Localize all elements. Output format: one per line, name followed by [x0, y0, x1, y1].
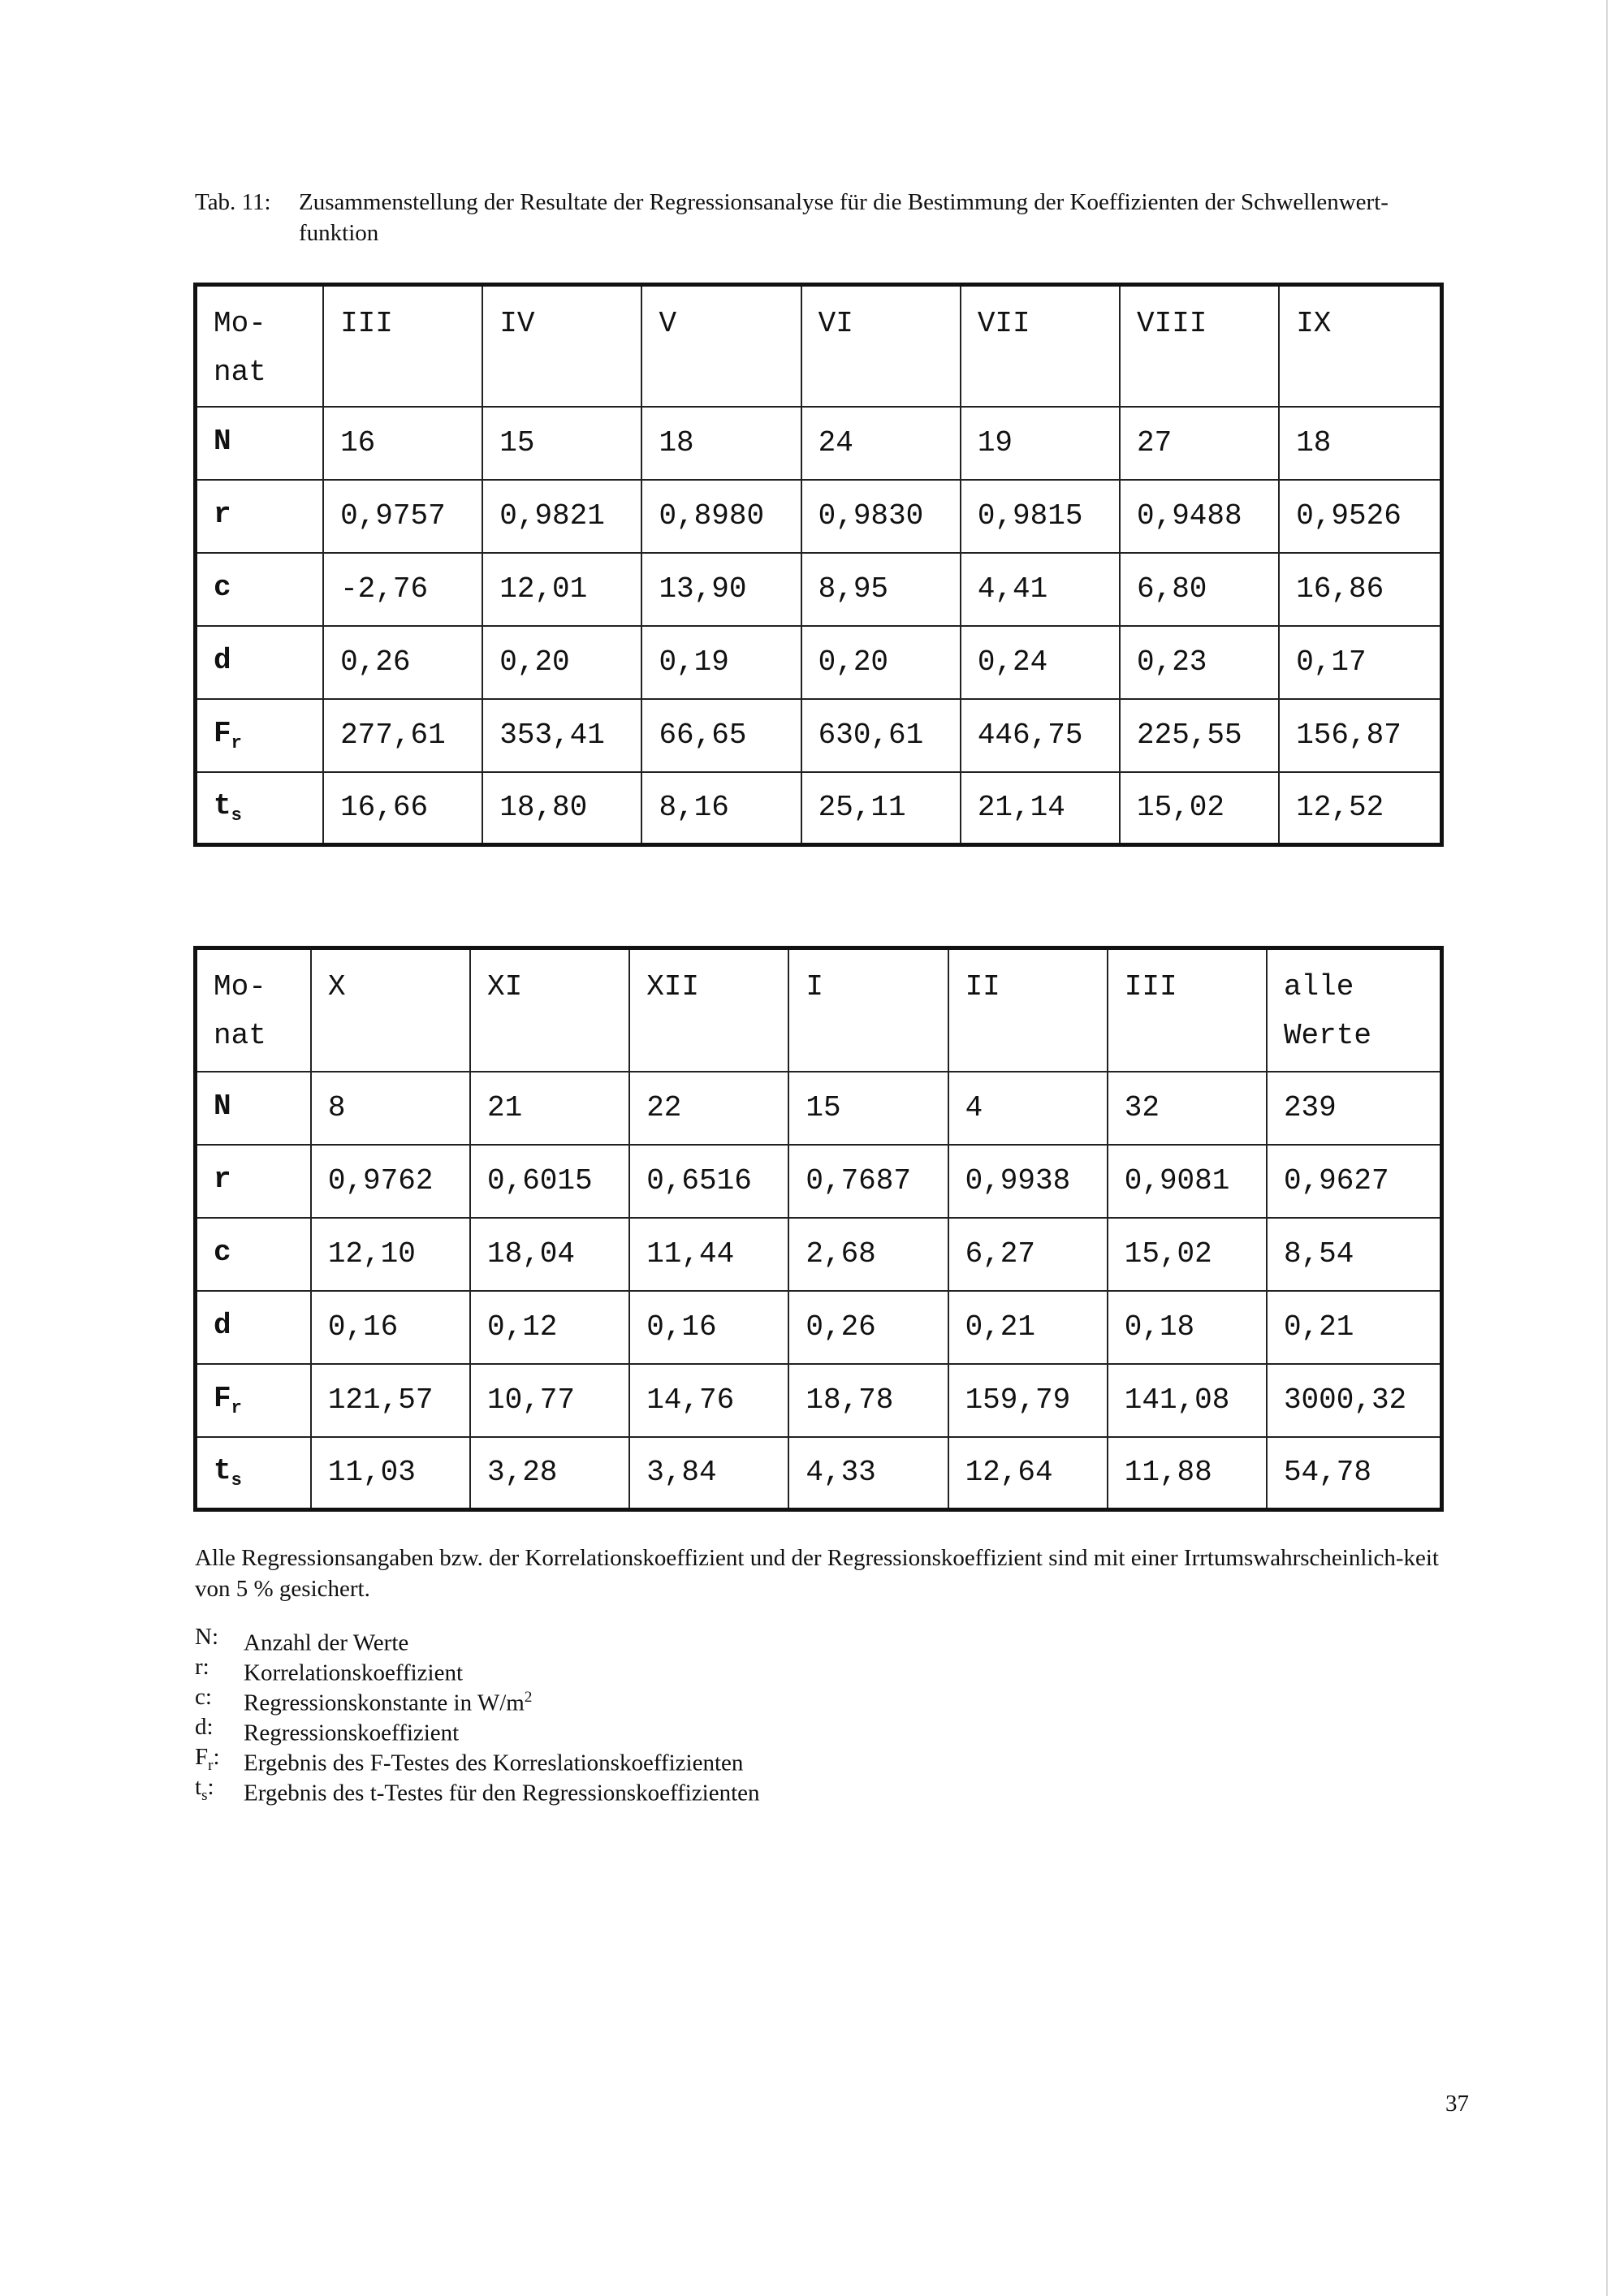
table-cell: 11,03	[311, 1437, 470, 1510]
table-notes	[195, 1543, 1445, 1806]
table-cell: 4	[948, 1072, 1108, 1145]
regression-table-1	[193, 283, 1444, 847]
legend-description: Ergebnis des t-Testes für den Regressionskoeffizienten	[244, 1780, 760, 1806]
table-cell: 0,9627	[1267, 1145, 1442, 1218]
table-row-n	[196, 1072, 1442, 1145]
legend-item	[195, 1742, 1445, 1776]
table-cell: 10,77	[470, 1364, 629, 1437]
table-cell: 0,18	[1108, 1291, 1267, 1364]
table-cell: 16,66	[323, 772, 482, 845]
month-header: III	[1108, 948, 1267, 1072]
table-cell: 0,20	[801, 626, 961, 699]
table-caption	[195, 187, 1445, 248]
row-label: r	[196, 1145, 311, 1218]
table-cell: 0,9757	[323, 480, 482, 553]
table-cell: 0,21	[1267, 1291, 1442, 1364]
table-cell: 0,7687	[788, 1145, 948, 1218]
table-cell: 19	[961, 407, 1120, 480]
table-row-c	[196, 1218, 1442, 1291]
legend-symbol: c:	[195, 1684, 212, 1710]
table-row-d	[196, 1291, 1442, 1364]
legend-description: Regressionskoeffizient	[244, 1720, 460, 1746]
legend-symbol: r:	[195, 1654, 209, 1680]
table-cell: 15,02	[1108, 1218, 1267, 1291]
legend-description: Ergebnis des F-Testes des Korreslationskoeffizienten	[244, 1750, 744, 1776]
table-cell: 6,80	[1120, 553, 1279, 626]
table-cell: 32	[1108, 1072, 1267, 1145]
row-label: c	[196, 553, 324, 626]
table-cell: 22	[629, 1072, 788, 1145]
table-cell: 8,54	[1267, 1218, 1442, 1291]
table-cell: 353,41	[482, 699, 641, 772]
table-cell: 121,57	[311, 1364, 470, 1437]
table-cell: 0,9938	[948, 1145, 1108, 1218]
table-cell: 0,6516	[629, 1145, 788, 1218]
header-label-cell: Mo- nat	[196, 285, 324, 407]
month-header: VI	[801, 285, 961, 407]
table-row-ts	[196, 772, 1442, 845]
table-cell: 27	[1120, 407, 1279, 480]
table-cell: 8,95	[801, 553, 961, 626]
row-label: c	[196, 1218, 311, 1291]
table-cell: 0,23	[1120, 626, 1279, 699]
table-cell: 0,24	[961, 626, 1120, 699]
table-cell: 0,9526	[1279, 480, 1441, 553]
table-cell: 12,10	[311, 1218, 470, 1291]
table-cell: 0,21	[948, 1291, 1108, 1364]
legend-description: Anzahl der Werte	[244, 1629, 409, 1656]
legend-description: Regressionskonstante in $W/m^2$	[244, 1689, 533, 1716]
table-cell: 0,9488	[1120, 480, 1279, 553]
month-header: IV	[482, 285, 641, 407]
table-row-fr	[196, 699, 1442, 772]
month-header: II	[948, 948, 1108, 1072]
table-row-c	[196, 553, 1442, 626]
legend-item	[195, 1622, 1445, 1656]
caption-text: Zusammenstellung der Resultate der Regressionsanalyse für die Bestimmung der Koeffizienten der Schwellenwert-funktion	[299, 189, 1389, 246]
row-label: $t_s$	[196, 772, 324, 845]
table-cell: 16	[323, 407, 482, 480]
table-cell: 0,9830	[801, 480, 961, 553]
legend-symbol: $F_r$:	[195, 1744, 220, 1774]
table-cell: 18	[641, 407, 801, 480]
month-header: XI	[470, 948, 629, 1072]
legend-item	[195, 1652, 1445, 1686]
table-cell: 15	[482, 407, 641, 480]
table-cell: 0,16	[311, 1291, 470, 1364]
month-header: VII	[961, 285, 1120, 407]
row-label: $t_s$	[196, 1437, 311, 1510]
table-cell: 13,90	[641, 553, 801, 626]
table-cell: 16,86	[1279, 553, 1441, 626]
table-row-ts	[196, 1437, 1442, 1510]
regression-table-2	[193, 946, 1444, 1512]
table-cell: 18,80	[482, 772, 641, 845]
header-label-cell: Mo- nat	[196, 948, 311, 1072]
legend-item	[195, 1682, 1445, 1716]
table-cell: 4,33	[788, 1437, 948, 1510]
table-cell: 2,68	[788, 1218, 948, 1291]
significance-note: Alle Regressionsangaben bzw. der Korrelationskoeffizient und der Regressionskoeffizient sind mit einer Irrtumswahrscheinlich-keit von 5 % gesichert.	[195, 1545, 1439, 1602]
table-cell: 446,75	[961, 699, 1120, 772]
caption-label: Tab. 11:	[195, 189, 271, 215]
page-number: 37	[1445, 2091, 1469, 2117]
table-cell: 3000,32	[1267, 1364, 1442, 1437]
table-row-n	[196, 407, 1442, 480]
month-header: VIII	[1120, 285, 1279, 407]
table-cell: 18,78	[788, 1364, 948, 1437]
table-cell: 3,84	[629, 1437, 788, 1510]
legend-item	[195, 1712, 1445, 1746]
legend-description: Korrelationskoeffizient	[244, 1659, 464, 1686]
table-cell: 15	[788, 1072, 948, 1145]
row-label: r	[196, 480, 324, 553]
table-cell: 239	[1267, 1072, 1442, 1145]
table-cell: 12,52	[1279, 772, 1441, 845]
row-label: N	[196, 1072, 311, 1145]
table-cell: 12,01	[482, 553, 641, 626]
table-cell: 630,61	[801, 699, 961, 772]
table-header-row	[196, 285, 1442, 407]
table-cell: 0,19	[641, 626, 801, 699]
table-cell: 15,02	[1120, 772, 1279, 845]
table-cell: 0,8980	[641, 480, 801, 553]
table-cell: 18	[1279, 407, 1441, 480]
table-cell: 11,88	[1108, 1437, 1267, 1510]
table-cell: 277,61	[323, 699, 482, 772]
legend-symbol: N:	[195, 1624, 219, 1650]
table-cell: 8	[311, 1072, 470, 1145]
legend-symbol: d:	[195, 1714, 214, 1740]
table-cell: -2,76	[323, 553, 482, 626]
month-header: IX	[1279, 285, 1441, 407]
table-cell: 25,11	[801, 772, 961, 845]
page-edge-line	[1606, 0, 1608, 2296]
table-cell: 8,16	[641, 772, 801, 845]
table-cell: 0,9081	[1108, 1145, 1267, 1218]
month-header: I	[788, 948, 948, 1072]
table-header-row	[196, 948, 1442, 1072]
legend-item	[195, 1772, 1445, 1806]
table-cell: 225,55	[1120, 699, 1279, 772]
row-label: $F_r$	[196, 699, 324, 772]
table-cell: 12,64	[948, 1437, 1108, 1510]
table-cell: 0,20	[482, 626, 641, 699]
table-row-r	[196, 480, 1442, 553]
table-cell: 24	[801, 407, 961, 480]
table-cell: 0,9762	[311, 1145, 470, 1218]
table-cell: 18,04	[470, 1218, 629, 1291]
month-header: alle Werte	[1267, 948, 1442, 1072]
table-cell: 0,17	[1279, 626, 1441, 699]
legend-symbol: $t_s$:	[195, 1774, 214, 1804]
table-cell: 156,87	[1279, 699, 1441, 772]
table-cell: 54,78	[1267, 1437, 1442, 1510]
table-cell: 0,12	[470, 1291, 629, 1364]
symbol-legend	[195, 1622, 1445, 1806]
row-label: $F_r$	[196, 1364, 311, 1437]
table-cell: 21	[470, 1072, 629, 1145]
table-cell: 0,6015	[470, 1145, 629, 1218]
table-cell: 159,79	[948, 1364, 1108, 1437]
table-cell: 4,41	[961, 553, 1120, 626]
table-row-r	[196, 1145, 1442, 1218]
month-header: III	[323, 285, 482, 407]
table-cell: 14,76	[629, 1364, 788, 1437]
table-cell: 141,08	[1108, 1364, 1267, 1437]
table-cell: 21,14	[961, 772, 1120, 845]
table-cell: 0,16	[629, 1291, 788, 1364]
table-cell: 6,27	[948, 1218, 1108, 1291]
table-cell: 11,44	[629, 1218, 788, 1291]
table-cell: 0,9815	[961, 480, 1120, 553]
month-header: XII	[629, 948, 788, 1072]
row-label: N	[196, 407, 324, 480]
table-cell: 3,28	[470, 1437, 629, 1510]
month-header: X	[311, 948, 470, 1072]
table-cell: 0,26	[323, 626, 482, 699]
table-cell: 0,9821	[482, 480, 641, 553]
table-cell: 66,65	[641, 699, 801, 772]
table-cell: 0,26	[788, 1291, 948, 1364]
row-label: d	[196, 1291, 311, 1364]
month-header: V	[641, 285, 801, 407]
row-label: d	[196, 626, 324, 699]
table-row-d	[196, 626, 1442, 699]
table-row-fr	[196, 1364, 1442, 1437]
